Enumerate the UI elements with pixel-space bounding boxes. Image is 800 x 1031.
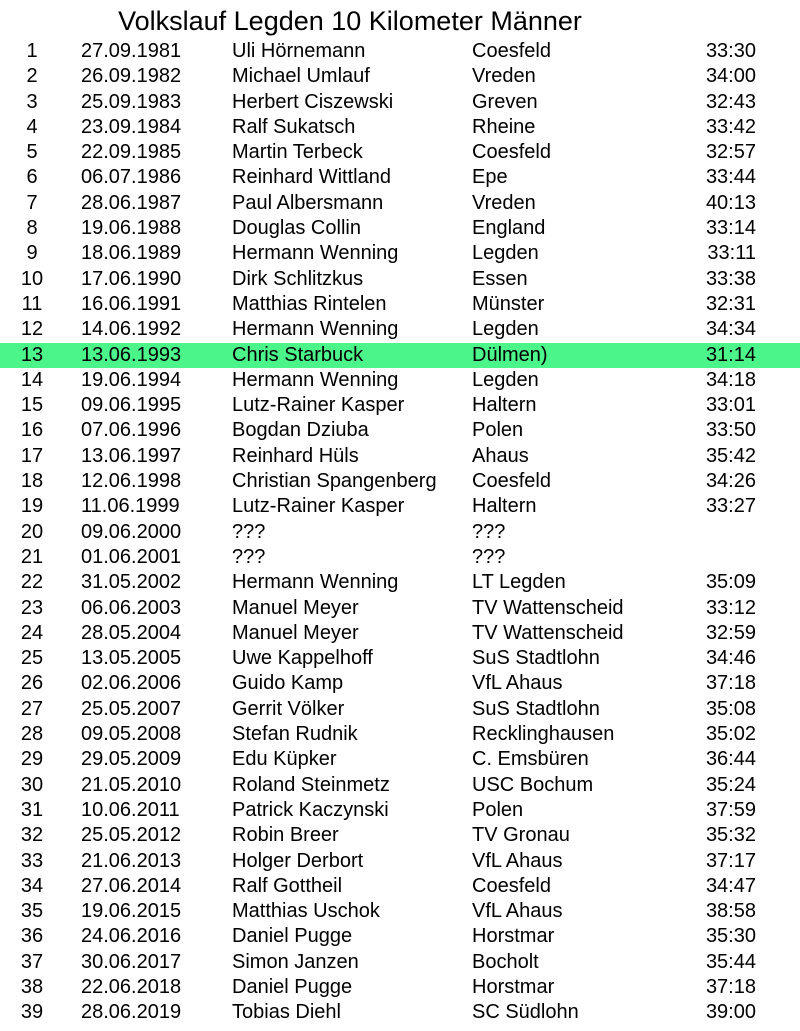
runner-name: Reinhard Wittland [232, 166, 391, 189]
runner-club: Dülmen) [472, 343, 548, 366]
finish-time: 33:38 [705, 267, 756, 290]
row-number: 37 [20, 950, 44, 973]
runner-club: England [472, 217, 546, 240]
race-date: 02.06.2006 [81, 672, 182, 695]
race-date: 06.07.1986 [81, 166, 182, 189]
runner-club: VfL Ahaus [472, 672, 563, 695]
runner-name: Holger Derbort [232, 849, 364, 872]
runner-club: SC Südlohn [472, 1001, 579, 1024]
row-number: 18 [20, 470, 44, 493]
row-number: 12 [20, 318, 44, 341]
finish-time: 34:26 [705, 470, 756, 493]
table-row [0, 671, 800, 696]
finish-time: 36:44 [705, 748, 756, 771]
finish-time: 35:02 [705, 723, 756, 746]
runner-club: SuS Stadtlohn [472, 647, 600, 670]
finish-time: 32:43 [705, 90, 756, 113]
row-number: 34 [20, 874, 44, 897]
race-date: 13.06.1993 [81, 343, 182, 366]
table-row [0, 216, 800, 241]
runner-name: Stefan Rudnik [232, 723, 358, 746]
runner-name: Dirk Schlitzkus [232, 267, 364, 290]
table-row-highlighted [0, 343, 800, 368]
race-date: 24.06.2016 [81, 925, 182, 948]
row-number: 25 [20, 647, 44, 670]
finish-time: 33:11 [707, 242, 756, 265]
row-number: 27 [20, 697, 44, 720]
row-number: 17 [20, 444, 44, 467]
runner-club: LT Legden [472, 571, 566, 594]
runner-name: Patrick Kaczynski [232, 798, 389, 821]
runner-club: Recklinghausen [472, 723, 615, 746]
finish-time: 33:27 [705, 495, 756, 518]
runner-name: Douglas Collin [232, 217, 361, 240]
row-number: 13 [20, 343, 44, 366]
runner-name: Tobias Diehl [232, 1001, 341, 1024]
runner-name: Edu Küpker [232, 748, 337, 771]
finish-time: 34:47 [705, 874, 756, 897]
table-row [0, 444, 800, 469]
runner-name: Ralf Sukatsch [232, 115, 356, 138]
table-row [0, 697, 800, 722]
row-number: 20 [20, 520, 44, 543]
table-row [0, 520, 800, 545]
row-number: 14 [20, 368, 44, 391]
runner-club: USC Bochum [472, 773, 594, 796]
finish-time: 33:30 [705, 40, 756, 62]
runner-name: Daniel Pugge [232, 925, 353, 948]
runner-club: Vreden [472, 65, 536, 88]
table-row [0, 64, 800, 89]
row-number: 39 [20, 1001, 44, 1024]
table-row [0, 722, 800, 747]
row-number: 9 [26, 242, 38, 265]
table-row [0, 747, 800, 772]
runner-name: Martin Terbeck [232, 141, 363, 164]
runner-name: Matthias Rintelen [232, 292, 387, 315]
runner-club: ??? [472, 545, 506, 568]
row-number: 2 [26, 65, 38, 88]
runner-club: C. Emsbüren [472, 748, 589, 771]
finish-time: 37:59 [705, 798, 756, 821]
race-date: 31.05.2002 [81, 571, 182, 594]
runner-club: Rheine [472, 115, 536, 138]
table-row [0, 773, 800, 798]
row-number: 26 [20, 672, 44, 695]
row-number: 6 [26, 166, 38, 189]
row-number: 11 [21, 292, 43, 315]
results-table [0, 39, 800, 1026]
runner-name: Paul Albersmann [232, 191, 384, 214]
race-date: 13.06.1997 [81, 444, 182, 467]
race-date: 01.06.2001 [81, 545, 182, 568]
finish-time: 38:58 [705, 900, 756, 923]
row-number: 32 [20, 824, 44, 847]
table-row [0, 393, 800, 418]
table-row [0, 798, 800, 823]
finish-time: 40:13 [705, 191, 756, 214]
race-date: 19.06.1988 [81, 217, 182, 240]
race-date: 16.06.1991 [81, 292, 182, 315]
race-date: 21.05.2010 [81, 773, 182, 796]
runner-club: Ahaus [472, 444, 529, 467]
finish-time: 33:12 [705, 596, 756, 619]
table-row [0, 90, 800, 115]
runner-name: Matthias Uschok [232, 900, 380, 923]
row-number: 3 [26, 90, 38, 113]
runner-name: Robin Breer [232, 824, 339, 847]
runner-club: Haltern [472, 495, 537, 518]
table-row [0, 823, 800, 848]
finish-time: 34:34 [705, 318, 756, 341]
table-row [0, 621, 800, 646]
row-number: 5 [26, 141, 38, 164]
race-date: 25.05.2007 [81, 697, 182, 720]
race-date: 25.05.2012 [81, 824, 182, 847]
runner-club: Haltern [472, 394, 537, 417]
runner-club: SuS Stadtlohn [472, 697, 600, 720]
finish-time: 32:31 [705, 292, 756, 315]
runner-club: Münster [472, 292, 545, 315]
runner-name: ??? [232, 545, 266, 568]
finish-time: 35:08 [705, 697, 756, 720]
race-date: 19.06.1994 [81, 368, 182, 391]
runner-club: Coesfeld [472, 141, 551, 164]
row-number: 24 [20, 621, 44, 644]
runner-club: Coesfeld [472, 874, 551, 897]
runner-name: Michael Umlauf [232, 65, 370, 88]
table-row [0, 899, 800, 924]
table-row [0, 39, 800, 64]
runner-name: Hermann Wenning [232, 242, 399, 265]
runner-name: Ralf Gottheil [232, 874, 343, 897]
runner-club: TV Wattenscheid [472, 596, 624, 619]
row-number: 33 [20, 849, 44, 872]
runner-name: Manuel Meyer [232, 596, 359, 619]
runner-club: Coesfeld [472, 470, 551, 493]
runner-name: ??? [232, 520, 266, 543]
race-date: 17.06.1990 [81, 267, 182, 290]
finish-time: 37:18 [705, 672, 756, 695]
finish-time: 32:57 [705, 141, 756, 164]
race-date: 12.06.1998 [81, 470, 182, 493]
race-date: 27.09.1981 [81, 40, 182, 62]
race-date: 06.06.2003 [81, 596, 182, 619]
finish-time: 34:46 [705, 647, 756, 670]
runner-name: Lutz-Rainer Kasper [232, 394, 405, 417]
finish-time: 35:42 [705, 444, 756, 467]
finish-time: 33:01 [705, 394, 756, 417]
race-date: 25.09.1983 [81, 90, 182, 113]
finish-time: 34:00 [705, 65, 756, 88]
runner-name: Gerrit Völker [232, 697, 345, 720]
race-date: 22.09.1985 [81, 141, 182, 164]
race-date: 26.09.1982 [81, 65, 182, 88]
race-date: 28.06.2019 [81, 1001, 182, 1024]
row-number: 15 [20, 394, 44, 417]
runner-name: Reinhard Hüls [232, 444, 359, 467]
row-number: 1 [26, 40, 38, 62]
race-date: 14.06.1992 [81, 318, 182, 341]
table-row [0, 165, 800, 190]
runner-club: ??? [472, 520, 506, 543]
runner-club: Horstmar [472, 925, 555, 948]
table-row [0, 849, 800, 874]
runner-name: Hermann Wenning [232, 318, 399, 341]
race-date: 11.06.1999 [81, 495, 180, 518]
row-number: 4 [26, 115, 38, 138]
runner-name: Simon Janzen [232, 950, 359, 973]
runner-name: Roland Steinmetz [232, 773, 390, 796]
table-row [0, 292, 800, 317]
table-row [0, 950, 800, 975]
race-date: 09.06.1995 [81, 394, 182, 417]
table-row [0, 596, 800, 621]
race-date: 13.05.2005 [81, 647, 182, 670]
runner-club: Polen [472, 419, 524, 442]
runner-name: Herbert Ciszewski [232, 90, 394, 113]
row-number: 35 [20, 900, 44, 923]
race-date: 09.06.2000 [81, 520, 182, 543]
finish-time: 35:09 [705, 571, 756, 594]
finish-time: 31:14 [705, 343, 756, 366]
runner-club: Polen [472, 798, 524, 821]
finish-time: 35:32 [705, 824, 756, 847]
race-date: 07.06.1996 [81, 419, 182, 442]
row-number: 7 [26, 191, 38, 214]
table-row [0, 241, 800, 266]
row-number: 28 [20, 723, 44, 746]
race-date: 19.06.2015 [81, 900, 182, 923]
row-number: 16 [20, 419, 44, 442]
race-date: 23.09.1984 [81, 115, 182, 138]
race-date: 21.06.2013 [81, 849, 182, 872]
race-date: 22.06.2018 [81, 975, 182, 998]
finish-time: 35:44 [705, 950, 756, 973]
row-number: 31 [20, 798, 44, 821]
race-date: 09.05.2008 [81, 723, 182, 746]
runner-club: Essen [472, 267, 528, 290]
runner-club: Legden [472, 318, 539, 341]
runner-name: Guido Kamp [232, 672, 344, 695]
runner-club: Horstmar [472, 975, 555, 998]
race-date: 28.06.1987 [81, 191, 182, 214]
runner-club: VfL Ahaus [472, 849, 563, 872]
table-row [0, 646, 800, 671]
runner-name: Chris Starbuck [232, 343, 364, 366]
runner-name: Christian Spangenberg [232, 470, 437, 493]
runner-club: TV Wattenscheid [472, 621, 624, 644]
race-date: 28.05.2004 [81, 621, 182, 644]
runner-club: Greven [472, 90, 538, 113]
finish-time: 39:00 [705, 1001, 756, 1024]
table-row [0, 469, 800, 494]
finish-time: 33:14 [705, 217, 756, 240]
finish-time: 35:30 [705, 925, 756, 948]
table-row [0, 570, 800, 595]
table-row [0, 317, 800, 342]
runner-name: Uli Hörnemann [232, 40, 366, 62]
table-row [0, 140, 800, 165]
table-row [0, 191, 800, 216]
table-row [0, 975, 800, 1000]
runner-name: Hermann Wenning [232, 571, 399, 594]
table-row [0, 494, 800, 519]
finish-time: 32:59 [705, 621, 756, 644]
finish-time: 33:50 [705, 419, 756, 442]
runner-name: Bogdan Dziuba [232, 419, 369, 442]
table-row [0, 368, 800, 393]
runner-club: Legden [472, 242, 539, 265]
runner-name: Lutz-Rainer Kasper [232, 495, 405, 518]
row-number: 22 [20, 571, 44, 594]
race-date: 29.05.2009 [81, 748, 182, 771]
page-title: Volkslauf Legden 10 Kilometer Männer [118, 6, 582, 36]
runner-name: Hermann Wenning [232, 368, 399, 391]
runner-club: Coesfeld [472, 40, 551, 62]
finish-time: 33:44 [705, 166, 756, 189]
finish-time: 37:17 [705, 849, 756, 872]
row-number: 10 [20, 267, 44, 290]
runner-name: Daniel Pugge [232, 975, 353, 998]
table-row [0, 1000, 800, 1025]
row-number: 38 [20, 975, 44, 998]
table-row [0, 115, 800, 140]
race-date: 27.06.2014 [81, 874, 182, 897]
finish-time: 35:24 [705, 773, 756, 796]
row-number: 36 [20, 925, 44, 948]
runner-club: Legden [472, 368, 539, 391]
runner-club: Vreden [472, 191, 536, 214]
race-date: 10.06.2011 [81, 798, 180, 821]
runner-club: Bocholt [472, 950, 539, 973]
row-number: 23 [20, 596, 44, 619]
table-row [0, 924, 800, 949]
finish-time: 34:18 [705, 368, 756, 391]
race-date: 30.06.2017 [81, 950, 182, 973]
table-row [0, 545, 800, 570]
table-row [0, 418, 800, 443]
row-number: 8 [26, 217, 38, 240]
runner-name: Uwe Kappelhoff [232, 647, 373, 670]
finish-time: 37:18 [705, 975, 756, 998]
row-number: 30 [20, 773, 44, 796]
race-date: 18.06.1989 [81, 242, 182, 265]
table-row [0, 874, 800, 899]
runner-name: Manuel Meyer [232, 621, 359, 644]
finish-time: 33:42 [705, 115, 756, 138]
row-number: 19 [20, 495, 44, 518]
runner-club: Epe [472, 166, 508, 189]
runner-club: VfL Ahaus [472, 900, 563, 923]
row-number: 21 [20, 545, 44, 568]
row-number: 29 [20, 748, 44, 771]
table-row [0, 267, 800, 292]
runner-club: TV Gronau [472, 824, 570, 847]
